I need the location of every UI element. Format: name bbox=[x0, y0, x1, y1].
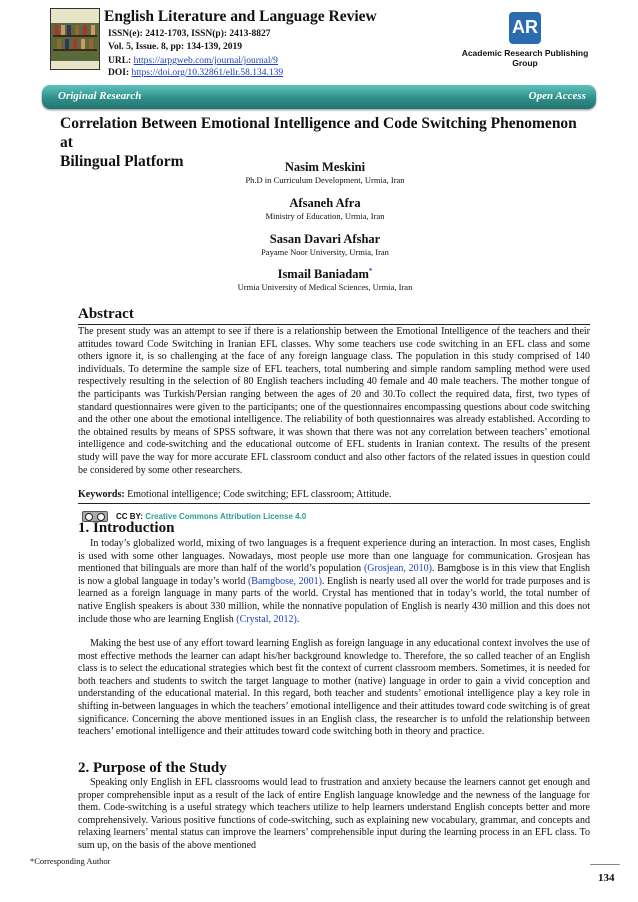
publisher-logo-icon: AR bbox=[509, 12, 541, 44]
abstract-heading: Abstract bbox=[78, 306, 134, 322]
page-number-rule bbox=[590, 864, 620, 865]
intro-paragraph-2: Making the best use of any effort toward learning English as foreign language in any educational context involves the use of most effective methods the learner can adapt his/her background knowledge to. Therefore, the so called teacher of an English class is to select the educational strategies which best fit the context of current classroom members. Sometimes, it is needed for both teachers and students to switch the target language to mother (native) language in order to gain a vivid conception and understanding of the educational material. In this regard, both teacher and students’ emotional intelligence play a key role in shifting in-between languages in which the teachers’ emotional intelligence and their attitudes toward code switching is of great significance. Concerning the above mentioned issues in an English class, the researcher is to unfold the relationship between teachers’ emotional intelligence and their attitudes toward code switching both in theory and practice. bbox=[78, 638, 590, 738]
purpose-paragraph-1: Speaking only English in EFL classrooms would lead to frustration and anxiety because the learners cannot get enough and proper comprehensible input as a result of the lack of entire English language knowledge and the newness of the language for them. Code-switching is a useful strategy which teachers utilize to help learners understand English concepts better and more comprehensively. Various positive functions of code-switching, such as explaining new vocabulary, grammar, and concepts and relaxing learners’ mental status can improve the learners’ comprehensible input during the learning process in an EFL class. To sum up, on the basis of the above mentioned bbox=[78, 777, 590, 851]
author-affiliation: Ph.D in Curriculum Development, Urmia, Iran bbox=[245, 175, 405, 185]
original-research-label: Original Research bbox=[58, 90, 142, 102]
author-affiliation: Ministry of Education, Urmia, Iran bbox=[265, 211, 385, 221]
intro-paragraph-1: In today’s globalized world, mixing of two languages is a frequent experience during an interaction. In most cases, English is used with some other languages. Nowadays, most people use more than one language for communication. Grosjean has mentioned that bilinguals are more than half of the world’s population (Grosjean, 2010). Bamgbose is in this view that English is now a global language in today’s world (Bamgbose, 2001). English is nearly used all over the world for trade purposes and is learned as a foreign language in many parts of the world. Crystal has mentioned that in today’s world, the total number of native English speakers is about 330 million, while the nonnative population of English is nearly 430 million and this does not include those who are learning English (Crystal, 2012). bbox=[78, 538, 590, 625]
introduction-heading: 1. Introduction bbox=[78, 520, 175, 536]
article-title: Correlation Between Emotional Intelligence and Code Switching Phenomenon at Bilingual Platform bbox=[60, 115, 577, 170]
author-name: Nasim Meskini bbox=[284, 160, 366, 174]
abstract-rule bbox=[78, 324, 590, 325]
corresponding-mark: * bbox=[368, 267, 373, 275]
author-affiliation: Urmia University of Medical Sciences, Urmia, Iran bbox=[237, 282, 413, 293]
journal-header bbox=[50, 8, 595, 80]
abstract-text: The present study was an attempt to see if there is a relationship between the Emotional Intelligence of the teachers and their attitudes toward Code Switching in Iranian EFL classes. Why some teachers use code switching in an EFL class and some others ignore it, is so challenging at the face of any foreign language class. The population in this study comprised of 140 individuals. To determine the sample size of EFL teachers, total numbering and simple random sampling method were used respectively resulting in the selection of 80 English teachers including 40 female and 40 male teachers. The mother tongue of the participants was Turkish/Persian ranging between the ages of 20 and 30.To collect the required data, first, two types of standard questionnaires were given to the participants; one of the questionnaires encompassing questions about code switching and the other one about the emotional intelligence. The reliability of both questionnaires was already established. According to the obtained results by means of SPSS software, it was shown that there was not any correlation between teachers’ emotional intelligence and code-switching and the educational outcome of EFL students in Iranian context. The results of the present study will pave the way for more accurate EFL classroom conduct and also other factors of the related issues in question could be considered by some other researchers. bbox=[78, 326, 590, 476]
author-name: Afsaneh Afra bbox=[289, 196, 361, 210]
publisher-name: Academic Research Publishing Group bbox=[461, 48, 589, 68]
journal-title: English Literature and Language Review bbox=[104, 8, 377, 25]
publisher-block bbox=[455, 12, 595, 68]
journal-cover-image bbox=[50, 8, 100, 70]
keywords: Keywords: Emotional intelligence; Code switching; EFL classroom; Attitude. bbox=[78, 489, 392, 500]
license-row: CC BY: Creative Commons Attribution License 4.0 bbox=[82, 507, 306, 525]
author-block bbox=[60, 232, 590, 257]
citation-link[interactable]: (Bamgbose, 2001) bbox=[247, 575, 322, 587]
author-name: Ismail Baniadam* bbox=[277, 267, 373, 282]
journal-doi-row: DOI: https://doi.org/10.32861/ellr.58.134.139 bbox=[108, 68, 284, 78]
author-name: Sasan Davari Afshar bbox=[269, 232, 381, 246]
journal-url-row: URL: https://arpgweb.com/journal/journal/9 bbox=[108, 56, 278, 66]
author-block bbox=[60, 267, 590, 292]
author-affiliation: Payame Noor University, Urmia, Iran bbox=[261, 247, 389, 257]
page-number: 134 bbox=[598, 872, 615, 884]
citation-link[interactable]: (Crystal, 2012) bbox=[236, 613, 297, 625]
journal-issn: ISSN(e): 2412-1703, ISSN(p): 2413-8827 bbox=[108, 29, 271, 39]
license-link[interactable]: Creative Commons Attribution License 4.0 bbox=[145, 511, 307, 521]
journal-volume: Vol. 5, Issue. 8, pp: 134-139, 2019 bbox=[108, 42, 242, 52]
open-access-label: Open Access bbox=[528, 90, 586, 102]
corresponding-author-footnote: *Corresponding Author bbox=[30, 856, 111, 866]
author-block bbox=[60, 196, 590, 221]
citation-link[interactable]: (Grosjean, 2010) bbox=[363, 563, 432, 575]
purpose-heading: 2. Purpose of the Study bbox=[78, 760, 227, 776]
journal-url-link[interactable]: https://arpgweb.com/journal/journal/9 bbox=[133, 56, 278, 66]
journal-doi-link[interactable]: https://doi.org/10.32861/ellr.58.134.139 bbox=[131, 68, 284, 78]
keywords-rule bbox=[78, 503, 590, 504]
author-block bbox=[60, 160, 590, 185]
article-type-bar bbox=[42, 85, 596, 109]
